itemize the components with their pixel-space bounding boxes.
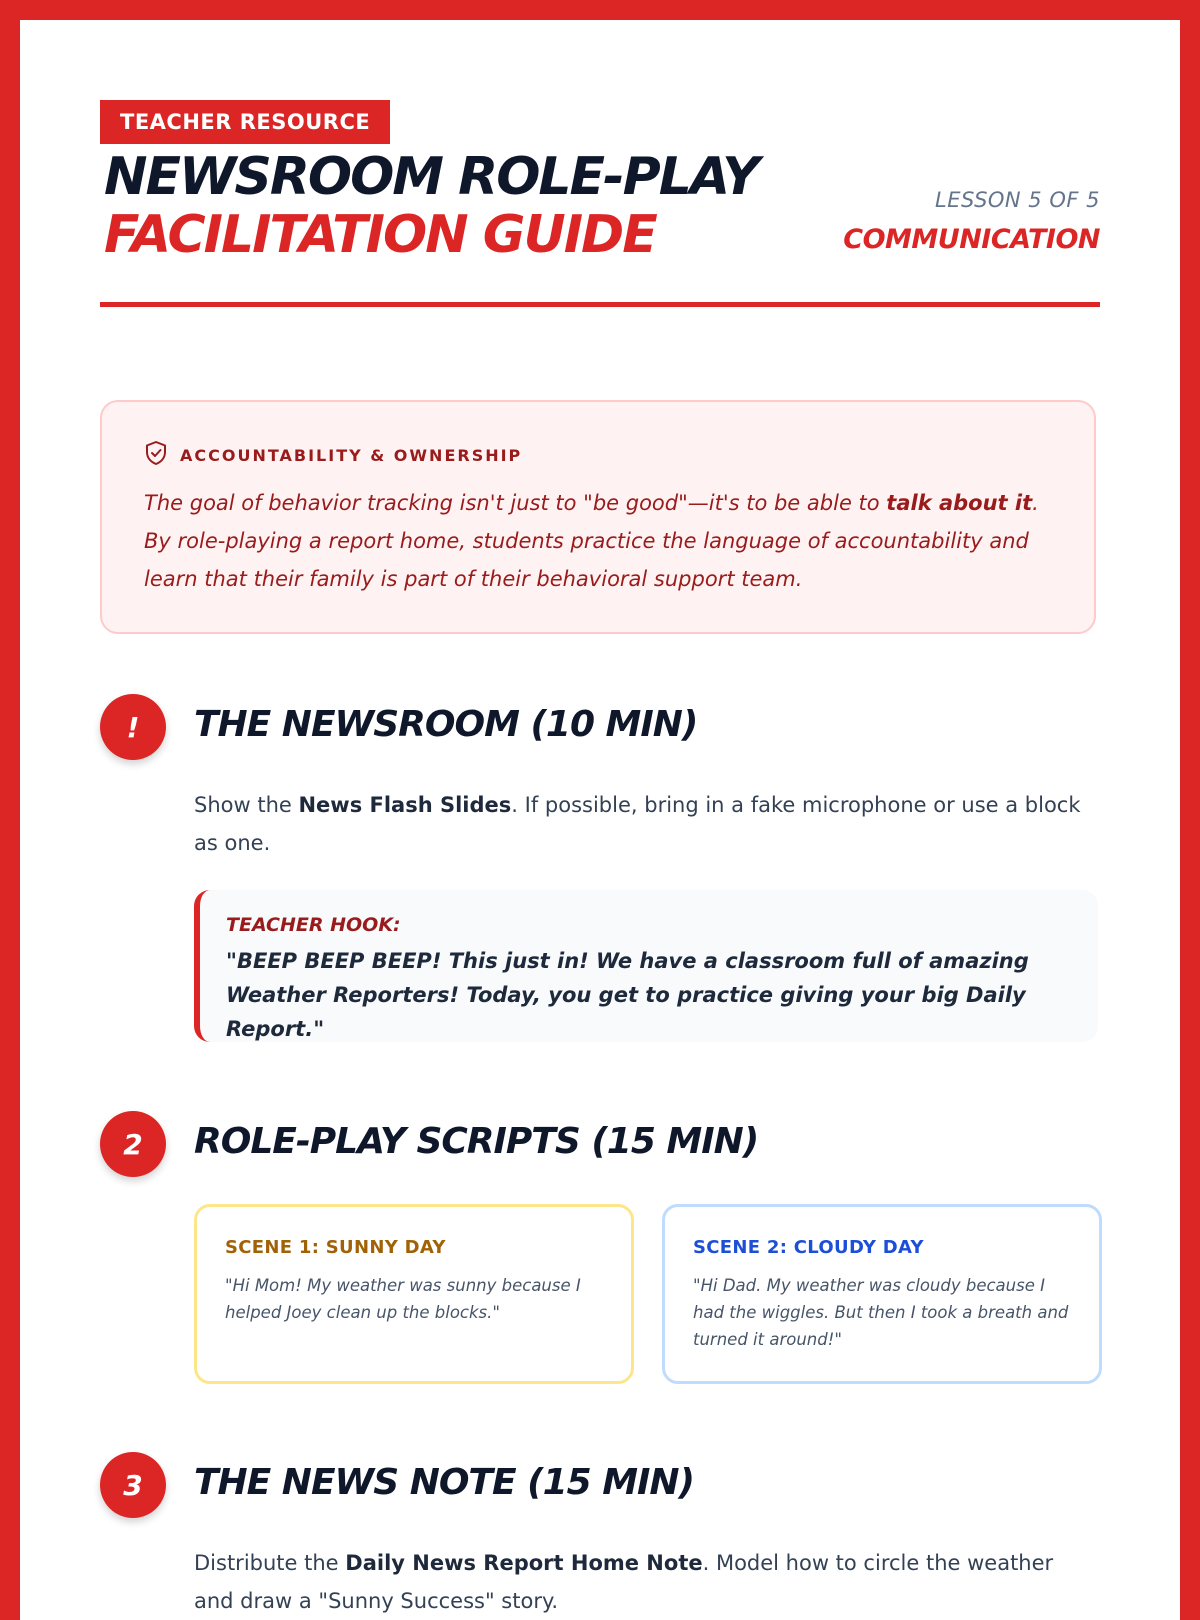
- scene-card-sunny: [194, 1204, 634, 1384]
- scene-script: "Hi Dad. My weather was cloudy because I had the wiggles. But then I took a breath and turned it around!": [693, 1276, 1069, 1349]
- section-3-text: Distribute the Daily News Report Home Note. Model how to circle the weather and draw a "Sunny Success" story.: [194, 1551, 1054, 1613]
- teacher-hook: [194, 890, 1098, 1042]
- section-title-3: THE NEWS NOTE (15 MIN): [194, 1462, 694, 1503]
- resource-badge: TEACHER RESOURCE: [100, 100, 390, 144]
- header: [100, 144, 1100, 307]
- hook-label: TEACHER HOOK:: [226, 914, 401, 936]
- hook-text: "BEEP BEEP BEEP! This just in! We have a classroom full of amazing Weather Reporters! Today, you get to practice giving your big Daily Report.": [226, 949, 1029, 1041]
- callout-header: [144, 440, 1052, 470]
- title-line-1: NEWSROOM ROLE-PLAY: [104, 147, 758, 207]
- scene-script: "Hi Mom! My weather was sunny because I helped Joey clean up the blocks.": [225, 1276, 581, 1322]
- scene-title: SCENE 2: CLOUDY DAY: [693, 1237, 924, 1258]
- page: [20, 20, 1180, 1620]
- accountability-callout: [100, 400, 1096, 634]
- section-number-2: 2: [100, 1111, 166, 1177]
- scene-title: SCENE 1: SUNNY DAY: [225, 1237, 446, 1258]
- shield-check-icon: [144, 440, 168, 470]
- section-title-1: THE NEWSROOM (10 MIN): [194, 704, 698, 745]
- section-number-1: !: [100, 694, 166, 760]
- subject-label: COMMUNICATION: [843, 224, 1100, 255]
- scene-card-cloudy: [662, 1204, 1102, 1384]
- lesson-indicator: LESSON 5 OF 5: [935, 188, 1100, 212]
- section-title-2: ROLE-PLAY SCRIPTS (15 MIN): [194, 1121, 759, 1162]
- section-1-text: Show the News Flash Slides. If possible, bring in a fake microphone or use a block as one.: [194, 793, 1081, 855]
- title-line-2: FACILITATION GUIDE: [104, 205, 656, 265]
- callout-text: The goal of behavior tracking isn't just to "be good"—it's to be able to talk about it. By role-playing a report home, students practice the language of accountability and learn that their family is part of their behavioral support team.: [144, 491, 1039, 591]
- section-number-3: 3: [100, 1452, 166, 1518]
- content: [100, 100, 1100, 1613]
- callout-label: ACCOUNTABILITY & OWNERSHIP: [180, 445, 523, 465]
